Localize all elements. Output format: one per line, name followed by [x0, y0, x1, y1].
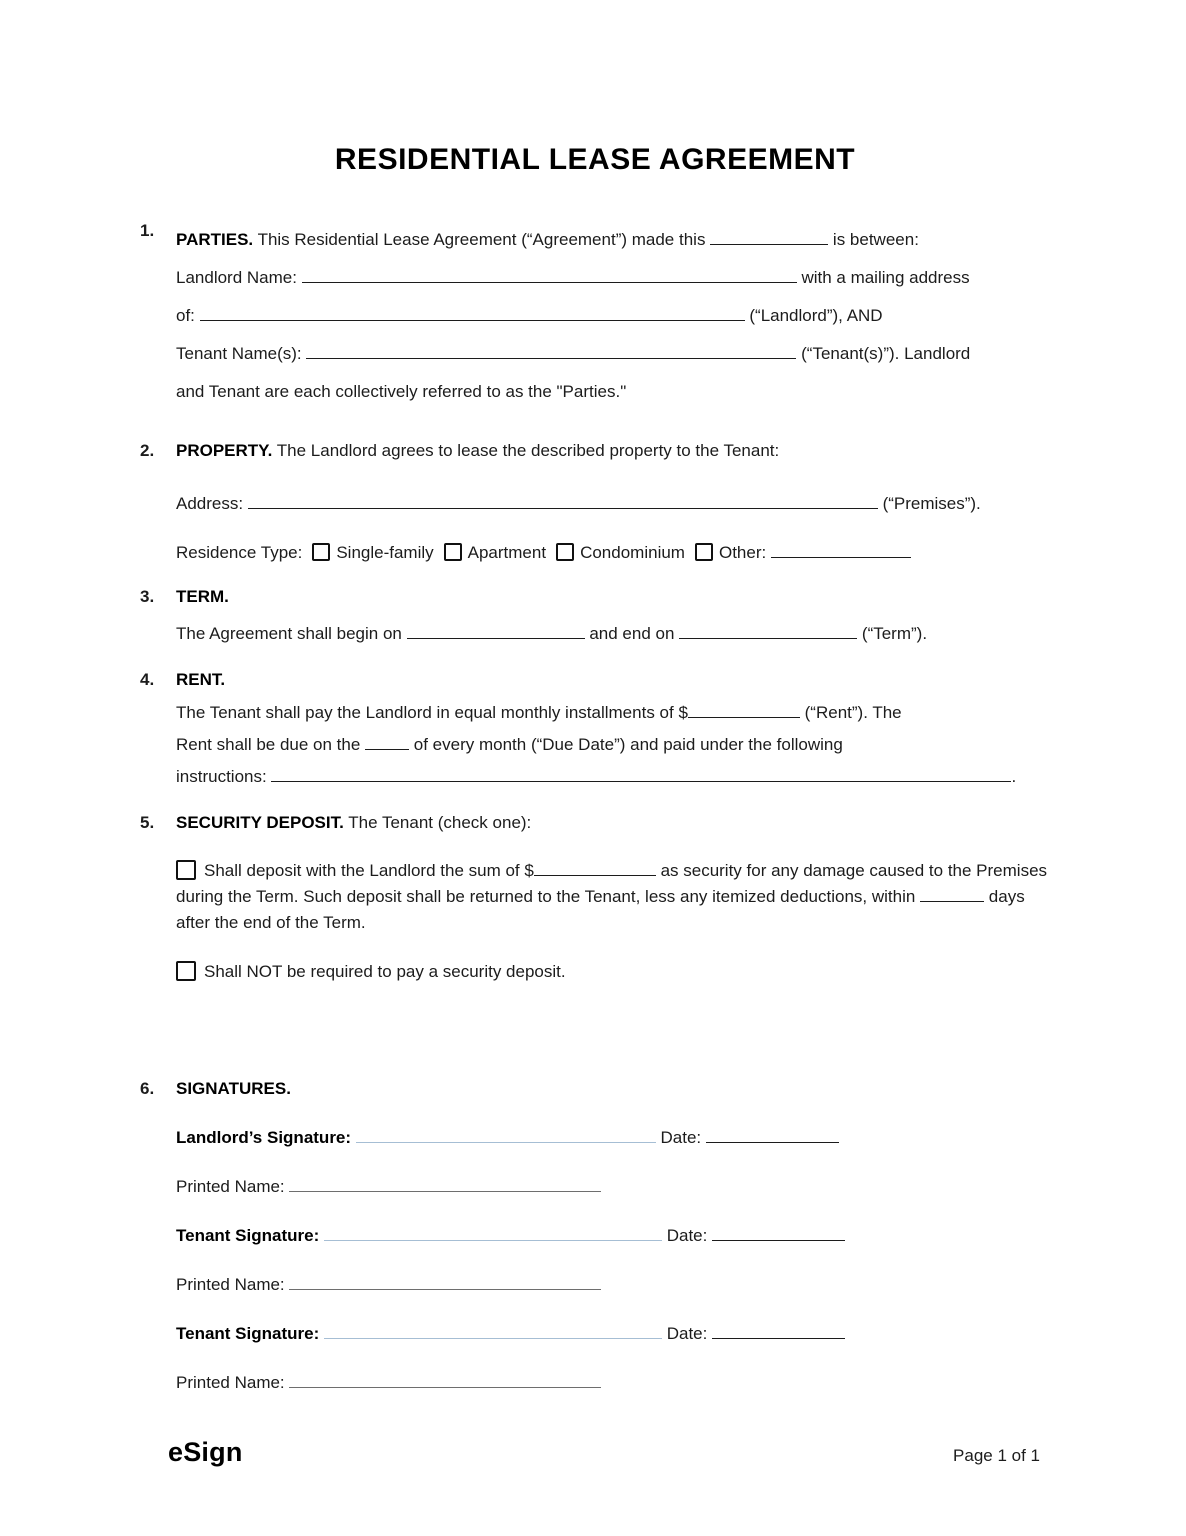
- security-option1-mid-text: as security for any damage caused to the Premises during the Term. Such deposit shall be returned to the Tenant, less any itemized deductions, within: [176, 861, 1048, 906]
- deposit-return-days-blank[interactable]: [920, 885, 984, 902]
- page-footer: [168, 1437, 1040, 1468]
- landlord-printed-name-blank[interactable]: [289, 1175, 601, 1192]
- term-start-date-blank[interactable]: [407, 622, 585, 639]
- security-option1-pre-text: Shall deposit with the Landlord the sum of $: [204, 861, 534, 880]
- mailing-address-text: with a mailing address: [801, 268, 970, 287]
- landlord-signature-field[interactable]: [356, 1126, 656, 1143]
- tenant-signature-2-label: Tenant Signature:: [176, 1324, 320, 1343]
- esign-logo: eSign: [168, 1437, 243, 1467]
- address-label: Address:: [176, 494, 244, 513]
- landlord-signature-label: Landlord’s Signature:: [176, 1128, 352, 1147]
- section-parties-number: 1.: [140, 221, 155, 240]
- checkbox-no-deposit[interactable]: [176, 961, 196, 981]
- rent-amount-blank[interactable]: [688, 701, 800, 718]
- section-parties: [140, 221, 1050, 411]
- tenant-signature-2-field[interactable]: [324, 1322, 662, 1339]
- date-label: Date:: [660, 1128, 702, 1147]
- property-address-blank[interactable]: [248, 492, 878, 509]
- section-signatures-number: 6.: [140, 1079, 155, 1098]
- option-apartment-label: Apartment: [467, 543, 547, 562]
- term-end-text: and end on: [589, 624, 675, 643]
- tenant-names-blank[interactable]: [306, 342, 796, 359]
- date-label: Date:: [666, 1324, 708, 1343]
- section-signatures: [140, 1079, 1050, 1393]
- parties-is-between-text: is between:: [832, 230, 919, 249]
- section-term: [140, 587, 1050, 644]
- printed-name-label: Printed Name:: [176, 1275, 285, 1294]
- security-option1-suffix-text: days after the end of the Term.: [176, 887, 1025, 932]
- parties-collective-text: and Tenant are each collectively referred to as the "Parties.": [176, 382, 627, 401]
- section-property-heading: PROPERTY.: [176, 441, 273, 460]
- checkbox-deposit-required[interactable]: [176, 860, 196, 880]
- deposit-amount-blank[interactable]: [534, 859, 656, 876]
- term-begin-text: The Agreement shall begin on: [176, 624, 402, 643]
- landlord-address-blank[interactable]: [200, 304, 745, 321]
- landlord-signature-date-blank[interactable]: [706, 1126, 839, 1143]
- of-label: of:: [176, 306, 195, 325]
- parties-intro-text: This Residential Lease Agreement (“Agreement”) made this: [257, 230, 706, 249]
- checkbox-single-family[interactable]: [312, 543, 330, 561]
- section-security-number: 5.: [140, 813, 155, 832]
- landlord-suffix-text: (“Landlord”), AND: [749, 306, 883, 325]
- rent-line3-period: .: [1011, 767, 1017, 786]
- security-option2-text: Shall NOT be required to pay a security deposit.: [204, 962, 566, 981]
- tenant-suffix-text: (“Tenant(s)”). Landlord: [801, 344, 971, 363]
- section-rent-number: 4.: [140, 670, 155, 689]
- property-intro-text: The Landlord agrees to lease the described property to the Tenant:: [276, 441, 780, 460]
- residence-type-label: Residence Type:: [176, 543, 303, 562]
- instructions-label: instructions:: [176, 767, 267, 786]
- checkbox-condominium[interactable]: [556, 543, 574, 561]
- term-suffix-text: (“Term”).: [861, 624, 928, 643]
- other-label: Other:: [718, 543, 767, 562]
- tenant-names-label: Tenant Name(s):: [176, 344, 302, 363]
- section-parties-heading: PARTIES.: [176, 230, 254, 249]
- tenant-signature-label: Tenant Signature:: [176, 1226, 320, 1245]
- premises-suffix-text: (“Premises”).: [882, 494, 981, 513]
- tenant-printed-name-2-blank[interactable]: [289, 1371, 601, 1388]
- tenant-signature-date-blank[interactable]: [712, 1224, 845, 1241]
- rent-due-day-blank[interactable]: [365, 733, 409, 750]
- option-condominium-label: Condominium: [580, 543, 685, 562]
- section-term-heading: TERM.: [176, 587, 229, 606]
- other-residence-blank[interactable]: [771, 541, 911, 558]
- section-security-heading: SECURITY DEPOSIT.: [176, 813, 344, 832]
- section-property-number: 2.: [140, 441, 155, 460]
- section-rent-heading: RENT.: [176, 670, 226, 689]
- section-term-number: 3.: [140, 587, 155, 606]
- tenant-signature-2-date-blank[interactable]: [712, 1322, 845, 1339]
- checkbox-other[interactable]: [695, 543, 713, 561]
- payment-instructions-blank[interactable]: [271, 765, 1011, 782]
- section-security-deposit: [140, 813, 1050, 985]
- page-number: Page 1 of 1: [953, 1446, 1040, 1465]
- printed-name-label: Printed Name:: [176, 1373, 285, 1392]
- rent-line1-text: The Tenant shall pay the Landlord in equal monthly installments of $: [176, 703, 688, 722]
- printed-name-label: Printed Name:: [176, 1177, 285, 1196]
- term-end-date-blank[interactable]: [679, 622, 857, 639]
- section-signatures-heading: SIGNATURES.: [176, 1079, 291, 1098]
- document-title: RESIDENTIAL LEASE AGREEMENT: [334, 143, 856, 176]
- option-single-family-label: Single-family: [336, 543, 434, 562]
- checkbox-apartment[interactable]: [444, 543, 462, 561]
- rent-line1-suffix-text: (“Rent”). The: [804, 703, 902, 722]
- section-rent: [140, 670, 1050, 793]
- tenant-printed-name-blank[interactable]: [289, 1273, 601, 1290]
- landlord-name-blank[interactable]: [302, 266, 797, 283]
- date-label: Date:: [666, 1226, 708, 1245]
- landlord-name-label: Landlord Name:: [176, 268, 297, 287]
- agreement-date-blank[interactable]: [710, 228, 828, 245]
- rent-line2-suffix-text: of every month (“Due Date”) and paid under the following: [413, 735, 843, 754]
- section-property: [140, 441, 1050, 563]
- tenant-signature-field[interactable]: [324, 1224, 662, 1241]
- security-intro-text: The Tenant (check one):: [348, 813, 532, 832]
- rent-line2-text: Rent shall be due on the: [176, 735, 361, 754]
